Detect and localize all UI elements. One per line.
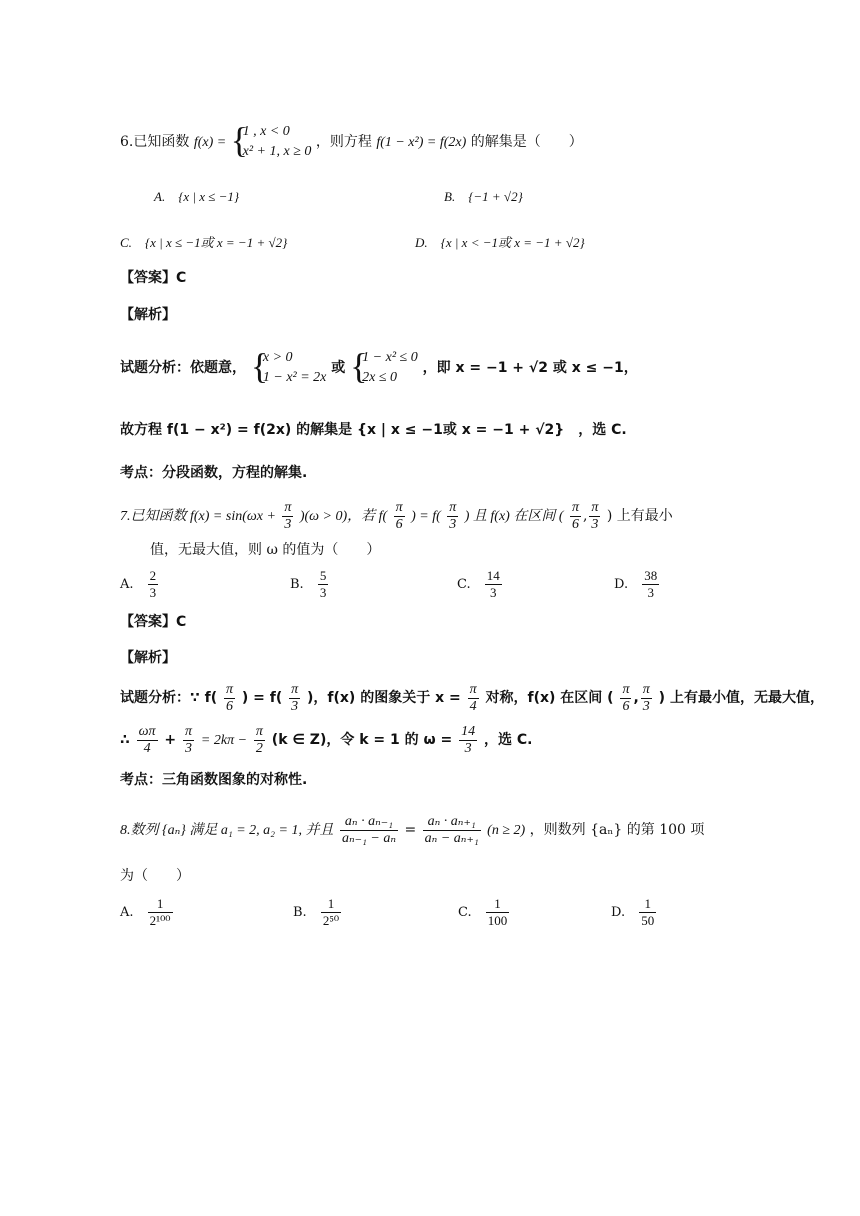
option-label: C. (458, 905, 472, 920)
option-fraction (148, 568, 159, 601)
frac-den: 6 (622, 698, 630, 714)
frac-den: 2¹⁰⁰ (149, 913, 171, 928)
q6-stem (120, 122, 583, 162)
frac-num: π (571, 499, 579, 515)
option-fraction (485, 568, 502, 601)
q7-stem-line-1 (120, 496, 673, 537)
frac-den: 4 (469, 698, 477, 714)
frac-den: 3 (464, 740, 472, 756)
frac-den: 3 (319, 585, 327, 600)
option-fraction (486, 896, 510, 929)
q7-stem-part-e: ) 上有最小 (606, 508, 673, 524)
q7-an-part-a: 试题分析：∵ f( (120, 690, 218, 706)
q6-equation: f(1 − x²) = f(2x) (376, 135, 467, 150)
frac-num: 38 (644, 568, 658, 583)
frac-den: 2 (255, 740, 263, 756)
q8-stem-line-1 (120, 808, 704, 853)
frac-num: π (284, 499, 292, 515)
q7-option-d (614, 568, 661, 601)
q6-case-2: x² + 1, x ≥ 0 (242, 144, 312, 159)
q6-stem-prefix: 6.已知函数 (120, 134, 190, 150)
frac-num: aₙ · aₙ₋₁ (340, 814, 398, 831)
q7-option-c (457, 568, 504, 601)
q7-kaodian: 考点：三角函数图象的对称性. (120, 772, 308, 788)
q6-stem-mid: ，则方程 (315, 134, 372, 150)
frac-num: 1 (148, 896, 173, 913)
frac-den: 4 (143, 740, 151, 756)
frac-den: 3 (449, 516, 457, 532)
frac-num: 14 (461, 723, 476, 739)
frac-den: 3 (490, 585, 497, 600)
q7-an2-part-d: (k ∈ Z)，令 k = 1 的 ω = (271, 732, 453, 748)
q7-frac-pi-3b (447, 500, 458, 533)
q6-stem-end: 的解集是（ ） (470, 134, 583, 150)
q7-option-a (120, 568, 160, 601)
frac (254, 724, 265, 757)
q8-option-c (458, 896, 511, 929)
q8-stem-part-a: 8.数列 {aₙ} 满足 a₁ = 2, a₂ = 1, 并且 (120, 823, 334, 838)
q6-option-d: D. {x | x < −1或 x = −1 + √2} (415, 235, 585, 250)
frac-num: π (395, 499, 403, 515)
frac (289, 682, 300, 715)
comma: , (633, 690, 639, 706)
q7-answer: 【答案】C (120, 614, 187, 630)
frac-num: aₙ · aₙ₊₁ (423, 814, 481, 831)
q6-analysis-prefix: 试题分析：依题意， (120, 360, 246, 376)
q6-or: 或 (331, 360, 346, 376)
frac-den: aₙ₋₁ − aₙ (341, 830, 397, 846)
q7-option-b (290, 568, 330, 601)
plus: + (164, 732, 177, 748)
q8-option-a (120, 896, 175, 929)
q6-kaodian: 考点：分段函数，方程的解集. (120, 465, 308, 481)
frac-num: 1 (639, 896, 656, 913)
frac-den: 3 (591, 516, 599, 532)
frac-num: π (622, 681, 630, 697)
q7-analysis-line-1 (120, 678, 824, 718)
frac-den: 6 (225, 698, 233, 714)
q6-system-2-line-2: 2x ≤ 0 (362, 370, 398, 385)
q6-system-2: { 1 − x² ≤ 0 2x ≤ 0 (350, 346, 418, 386)
frac-den: 3 (647, 585, 654, 600)
option-fraction (642, 568, 659, 601)
frac-num: π (225, 681, 233, 697)
q8-condition: (n ≥ 2) (487, 823, 526, 838)
frac-num: 5 (319, 568, 327, 583)
frac-num: π (469, 681, 477, 697)
comma: , (582, 508, 588, 524)
frac-den: aₙ − aₙ₊₁ (424, 830, 479, 846)
q8-frac-2 (423, 814, 481, 847)
frac-den: 2⁵⁰ (322, 913, 340, 928)
frac-num: 1 (321, 896, 341, 913)
frac (468, 682, 479, 715)
q7-an-part-c: )，f(x) 的图象关于 x = (307, 690, 461, 706)
option-fraction (148, 896, 173, 929)
frac-den: 100 (487, 913, 508, 928)
frac-den: 3 (149, 585, 157, 600)
q6-option-c: C. {x | x ≤ −1或 x = −1 + √2} (120, 235, 288, 250)
frac-num: π (255, 723, 263, 739)
q7-an-part-d: 对称，f(x) 在区间 ( (485, 690, 614, 706)
option-label: A. (120, 577, 134, 592)
q7-stem-part-d: ) 且 f(x) 在区间 ( (464, 509, 564, 524)
q6-piecewise: { 1 , x < 0 x² + 1, x ≥ 0 (230, 120, 312, 160)
q7-analysis-title: 【解析】 (120, 650, 176, 666)
q7-frac-pi-6b (570, 500, 581, 533)
equals: = (404, 822, 417, 838)
q6-option-a: A. {x | x ≤ −1} (154, 189, 240, 204)
q8-option-d (611, 896, 658, 929)
option-label: B. (290, 577, 304, 592)
frac (459, 724, 477, 757)
option-label: D. (611, 905, 626, 920)
q8-stem-part-b: ，则数列 {aₙ} 的第 100 项 (529, 822, 705, 838)
q6-function-name: f(x) = (193, 135, 227, 150)
frac (137, 724, 158, 757)
frac-den: 6 (571, 516, 579, 532)
frac-den: 3 (642, 698, 650, 714)
option-label: D. (614, 577, 629, 592)
option-fraction (639, 896, 656, 929)
frac (620, 682, 631, 715)
frac-num: π (291, 681, 299, 697)
q7-stem-part-b: )(ω > 0)，若 f( (299, 509, 388, 524)
q6-system-1-line-1: x > 0 (262, 350, 293, 365)
q6-option-b: B. {−1 + √2} (444, 189, 523, 204)
q6-analysis-mid: ，即 x = −1 + √2 或 x ≤ −1， (422, 360, 638, 376)
q8-frac-1 (340, 814, 398, 847)
frac-den: 3 (284, 516, 292, 532)
frac-den: 50 (641, 913, 655, 928)
therefore-symbol: ∴ (120, 732, 130, 748)
option-label: B. (293, 905, 307, 920)
q7-frac-pi-6 (394, 500, 405, 533)
frac (183, 724, 194, 757)
frac-den: 3 (185, 740, 193, 756)
q7-an-part-b: ) = f( (241, 690, 283, 706)
option-fraction (318, 568, 329, 601)
q6-case-1: 1 , x < 0 (242, 124, 290, 139)
q6-system-2-line-1: 1 − x² ≤ 0 (362, 350, 418, 365)
q6-system-1: { x > 0 1 − x² = 2x (250, 346, 327, 386)
q7-an-part-e: ) 上有最小值，无最大值， (658, 690, 824, 706)
q8-option-b (293, 896, 343, 929)
frac-den: 3 (291, 698, 299, 714)
frac-num: 2 (149, 568, 157, 583)
q6-analysis-title: 【解析】 (120, 307, 176, 323)
q7-frac-pi-3c (589, 500, 600, 533)
q7-stem-part-c: ) = f( (411, 509, 441, 524)
q7-stem-part-a: 7.已知函数 f(x) = sin(ωx + (120, 509, 276, 524)
q6-conclusion: 故方程 f(1 − x²) = f(2x) 的解集是 {x | x ≤ −1或 x = −1 + √2} ，选 C. (120, 422, 627, 438)
q7-frac-pi-3 (282, 500, 293, 533)
frac (224, 682, 235, 715)
option-label: A. (120, 905, 134, 920)
frac-num: π (185, 723, 193, 739)
q7-an2-part-e: ，选 C. (484, 732, 533, 748)
frac-num: π (449, 499, 457, 515)
frac (641, 682, 652, 715)
q7-analysis-line-2 (120, 720, 533, 761)
q7-stem-line-2: 值，无最大值，则 ω 的值为（ ） (150, 542, 381, 558)
q6-system-1-line-2: 1 − x² = 2x (262, 370, 327, 385)
frac-num: ωπ (138, 723, 156, 739)
frac-num: π (642, 681, 650, 697)
option-label: C. (457, 577, 471, 592)
frac-num: π (591, 499, 599, 515)
frac-num: 14 (486, 568, 500, 583)
frac-num: 1 (486, 896, 510, 913)
frac-den: 6 (395, 516, 403, 532)
q6-analysis-line (120, 344, 638, 392)
q6-answer: 【答案】C (120, 270, 187, 286)
q8-stem-line-2: 为（ ） (120, 868, 190, 884)
q7-an2-part-c: = 2kπ − (200, 733, 248, 748)
option-fraction (321, 896, 341, 929)
